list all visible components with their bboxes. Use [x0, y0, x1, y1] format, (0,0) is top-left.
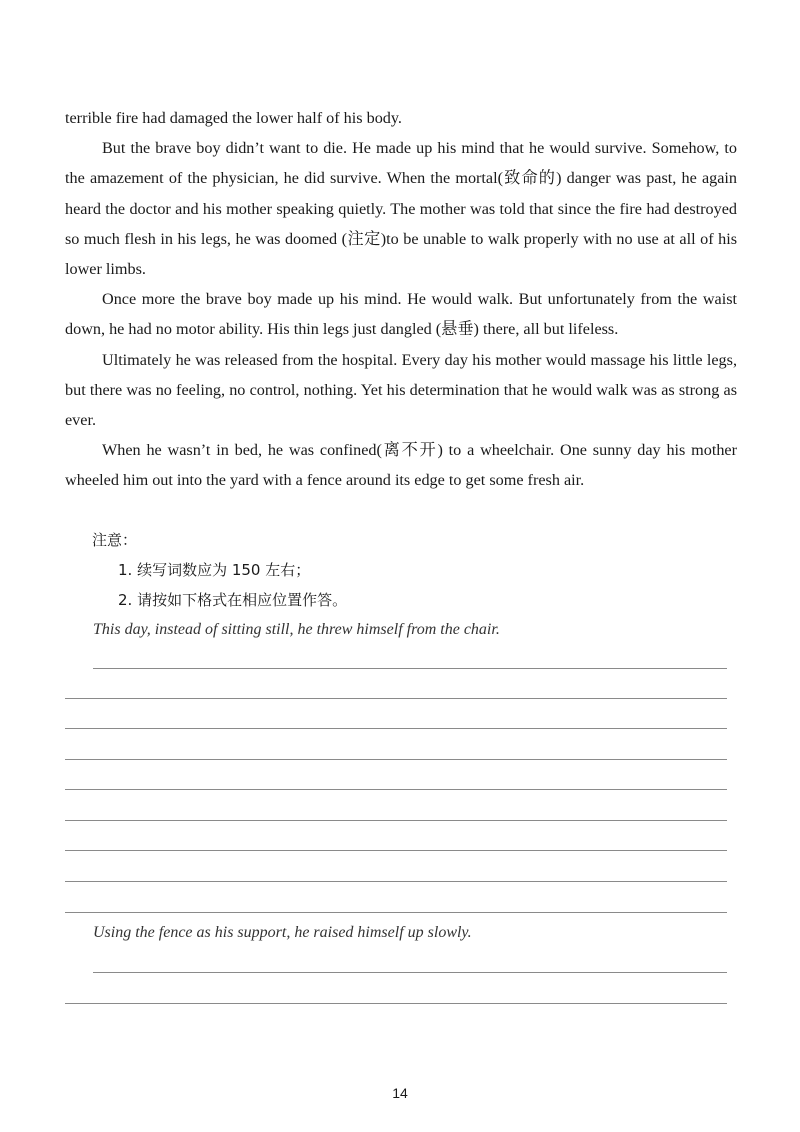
instructions-heading: 注意：: [92, 531, 138, 549]
passage: [65, 103, 737, 496]
answer-line[interactable]: [93, 668, 727, 669]
answer-line[interactable]: [93, 972, 727, 973]
answer-line[interactable]: [65, 820, 727, 821]
continuation-prompt-1: This day, instead of sitting still, he threw himself from the chair.: [93, 621, 500, 638]
answer-line[interactable]: [65, 789, 727, 790]
page-number: 14: [392, 1085, 408, 1101]
answer-line[interactable]: [65, 698, 727, 699]
instruction-item-2: 2. 请按如下格式在相应位置作答。: [118, 591, 348, 609]
passage-paragraph-2: But the brave boy didn’t want to die. He made up his mind that he would survive. Somehow, to the amazement of the physician, he did survive. When the mortal(致命的) danger was past, he again heard the doctor and his mother speaking quietly. The mother was told that since the fire had destroyed so much flesh in his legs, he was doomed (注定)to be unable to walk properly with no use at all of his lower limbs.: [65, 139, 737, 279]
answer-line[interactable]: [65, 850, 727, 851]
answer-line[interactable]: [65, 881, 727, 882]
passage-paragraph-1: terrible fire had damaged the lower half of his body.: [65, 109, 402, 127]
passage-paragraph-3: Once more the brave boy made up his mind. He would walk. But unfortunately from the waist down, he had no motor ability. His thin legs just dangled (悬垂) there, all but lifeless.: [65, 290, 737, 339]
instruction-item-1: 1. 续写词数应为 150 左右；: [118, 561, 311, 579]
passage-paragraph-4: Ultimately he was released from the hospital. Every day his mother would massage his little legs, but there was no feeling, no control, nothing. Yet his determination that he would walk was as strong as ever.: [65, 350, 737, 430]
answer-line[interactable]: [65, 759, 727, 760]
passage-paragraph-5: When he wasn’t in bed, he was confined(离不开) to a wheelchair. One sunny day his mother wheeled him out into the yard with a fence around its edge to get some fresh air.: [65, 441, 737, 490]
answer-line[interactable]: [65, 1003, 727, 1004]
answer-line[interactable]: [65, 728, 727, 729]
answer-line[interactable]: [65, 912, 727, 913]
instructions: [92, 525, 347, 615]
continuation-prompt-2: Using the fence as his support, he raised himself up slowly.: [93, 924, 472, 941]
